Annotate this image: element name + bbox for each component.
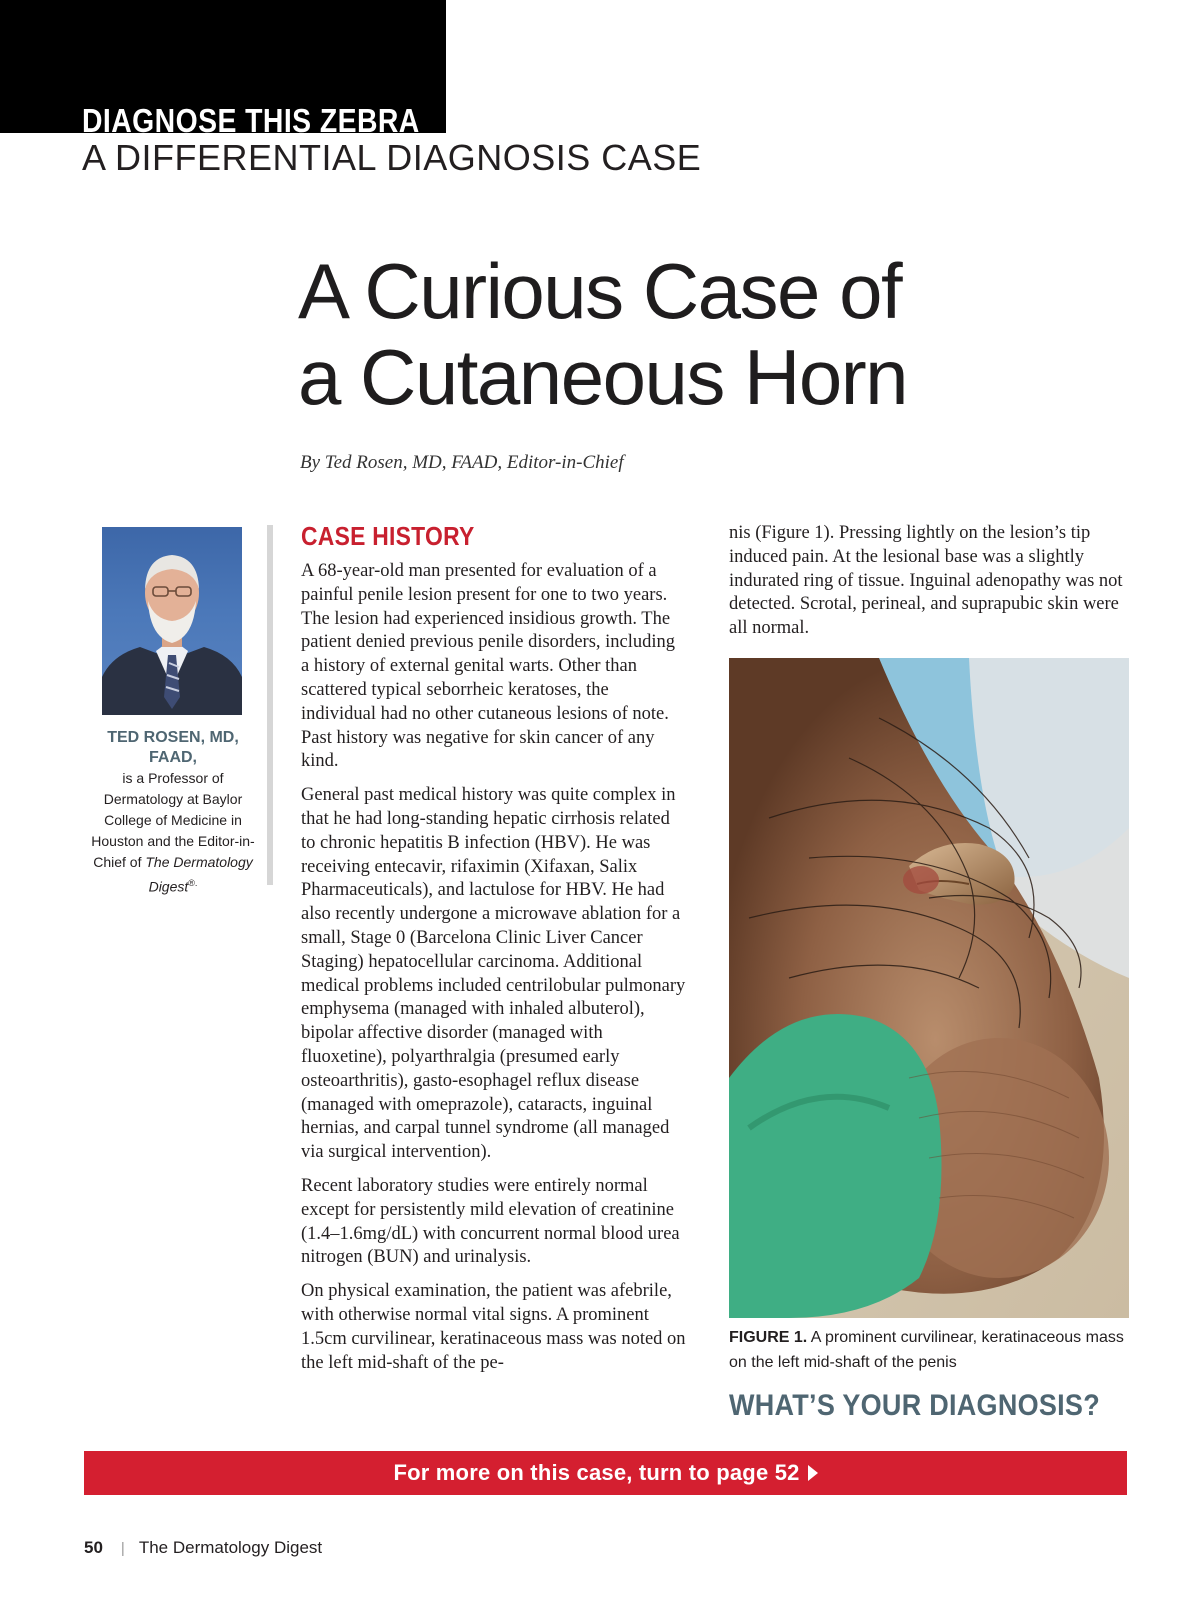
author-bio-text: is a Professor of Dermatology at Baylor College of Medicine in Houston and the Editor-in-Chief of (91, 770, 255, 870)
figure-caption-text: A prominent curvilinear, keratinaceous mass on the left mid-shaft of the penis (729, 1329, 1124, 1371)
paragraph-2: General past medical history was quite complex in that he had long-standing hepatic cirrhosis related to chronic hepatitis B infection (HBV). He was receiving entecavir, rifaximin (Xifaxan, Salix Pharmaceuticals), and lactulose for HBV. He had also recently undergone a microwave ablation for a small, Stage 0 (Barcelona Clinic Liver Cancer Staging) hepatocellular carcinoma. Additional medical problems included centrilobular pulmonary emphysema (managed with inhaled albuterol), bipolar affective disorder (managed with fluoxetine), polyarthralgia (presumed early osteoarthritis), gasto-esophagel reflux disease (managed with omeprazole), cataracts, inguinal hernias, and carpal tunnel syndrome (all managed via surgical intervention). (301, 785, 686, 1163)
play-arrow-icon (808, 1465, 818, 1481)
turn-to-page-banner[interactable] (84, 1451, 1127, 1495)
section-subtitle: A DIFFERENTIAL DIAGNOSIS CASE (82, 137, 702, 178)
author-photo (102, 527, 242, 715)
footer-separator: | (120, 1539, 125, 1557)
column-divider (267, 525, 273, 885)
page-footer (84, 1538, 322, 1558)
figure-label: FIGURE 1. (729, 1329, 808, 1346)
article-title (298, 248, 907, 420)
figure-1-image (729, 658, 1129, 1318)
author-publication: The Dermatology Digest (145, 854, 253, 895)
diagnosis-question: WHAT’S YOUR DIAGNOSIS? (729, 1389, 1100, 1422)
title-line-2: a Cutaneous Horn (298, 333, 908, 421)
byline: By Ted Rosen, MD, FAAD, Editor-in-Chief (300, 452, 624, 473)
figure-caption (729, 1325, 1129, 1375)
author-bio (90, 728, 256, 898)
page-number: 50 (84, 1538, 103, 1557)
banner-text: For more on this case, turn to page 52 (393, 1460, 800, 1485)
paragraph-continuation: nis (Figure 1). Pressing lightly on the lesion’s tip induced pain. At the lesional base was a slightly indurated ring of tissue. Inguinal adenopathy was not detected. Scrotal, perineal, and suprapubic skin were all normal. (729, 523, 1123, 639)
registered-mark: ®. (188, 878, 198, 888)
title-line-1: A Curious Case of (298, 247, 902, 335)
paragraph-3: Recent laboratory studies were entirely normal except for persistently mild elevation of creatinine (1.4–1.6mg/dL) with concurrent normal blood urea nitrogen (BUN) and urinalysis. (301, 1175, 680, 1268)
paragraph-1: A 68-year-old man presented for evaluation of a painful penile lesion present for one to two years. The lesion had experienced insidious growth. The patient denied previous penile disorders, including a history of external genital warts. Other than scattered typical seborrheic keratoses, the individual had no other cutaneous lesions of note. Past history was negative for skin cancer of any kind. (301, 561, 676, 772)
author-name: TED ROSEN, MD, FAAD, (107, 729, 239, 766)
footer-publication: The Dermatology Digest (138, 1538, 323, 1557)
article-column-2 (729, 522, 1124, 651)
section-kicker: DIAGNOSE THIS ZEBRA (82, 102, 420, 139)
paragraph-4: On physical examination, the patient was afebrile, with otherwise normal vital signs. A prominent 1.5cm curvilinear, keratinaceous mass was noted on the left mid-shaft of the pe- (301, 1281, 686, 1373)
article-column-1 (301, 520, 686, 1385)
case-history-heading: CASE HISTORY (301, 521, 475, 551)
